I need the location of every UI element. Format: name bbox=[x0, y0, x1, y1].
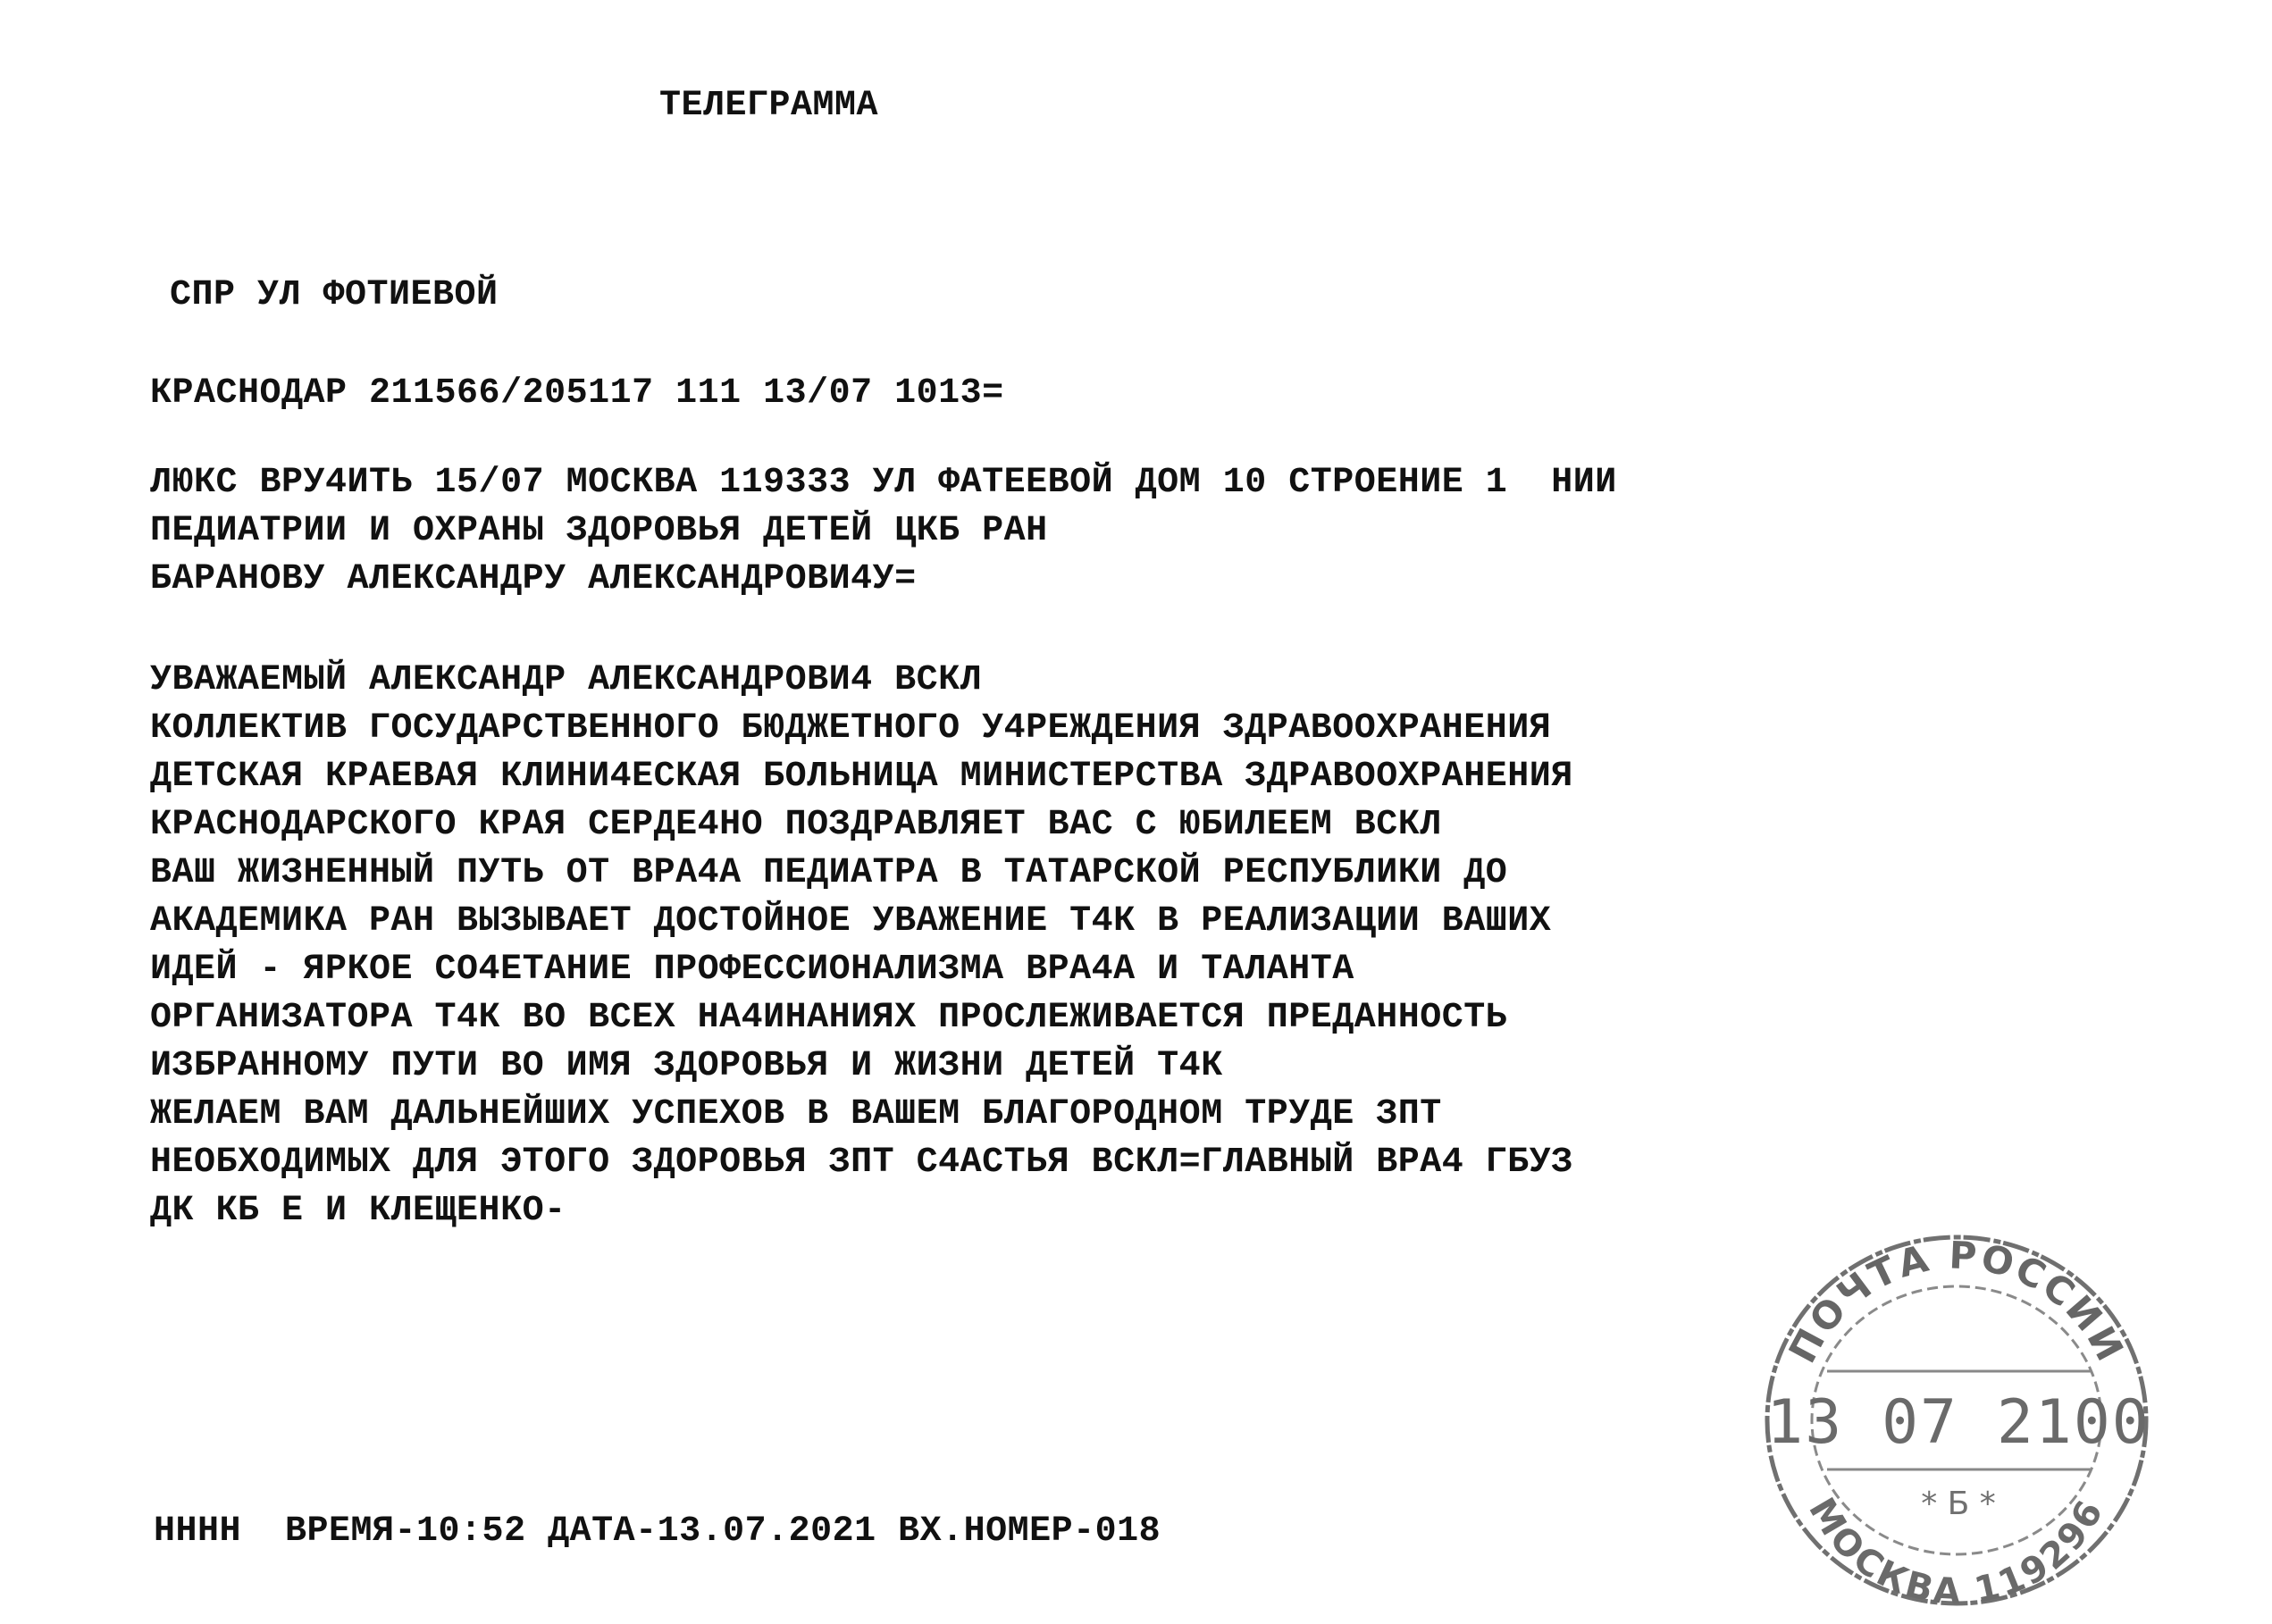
body-line: ИДЕЙ - ЯРКОЕ СО4ЕТАНИЕ ПРОФЕССИОНАЛИЗМА ВРА4А И ТАЛАНТА bbox=[150, 950, 1354, 990]
body-line: АКАДЕМИКА РАН ВЫЗЫВАЕТ ДОСТОЙНОЕ УВАЖЕНИЕ Т4К В РЕАЛИЗАЦИИ ВАШИХ bbox=[150, 901, 1552, 942]
destination-line: ЛЮКС ВРУ4ИТЬ 15/07 МОСКВА 119333 УЛ ФАТЕЕВОЙ ДОМ 10 СТРОЕНИЕ 1 НИИ bbox=[150, 463, 1617, 503]
destination-line: БАРАНОВУ АЛЕКСАНДРУ АЛЕКСАНДРОВИ4У= bbox=[150, 559, 917, 599]
body-line: ЖЕЛАЕМ ВАМ ДАЛЬНЕЙШИХ УСПЕХОВ В ВАШЕМ БЛАГОРОДНОМ ТРУДЕ ЗПТ bbox=[150, 1094, 1442, 1134]
telegram-title: ТЕЛЕГРАММА bbox=[659, 86, 879, 126]
body-line: ДЕТСКАЯ КРАЕВАЯ КЛИНИ4ЕСКАЯ БОЛЬНИЦА МИНИСТЕРСТВА ЗДРАВООХРАНЕНИЯ bbox=[150, 757, 1573, 797]
body-line: КРАСНОДАРСКОГО КРАЯ СЕРДЕ4НО ПОЗДРАВЛЯЕТ ВАС С ЮБИЛЕЕМ ВСКЛ bbox=[150, 805, 1442, 845]
body-line: ИЗБРАННОМУ ПУТИ ВО ИМЯ ЗДОРОВЬЯ И ЖИЗНИ ДЕТЕЙ Т4К bbox=[150, 1046, 1223, 1086]
service-line: СПР УЛ ФОТИЕВОЙ bbox=[170, 275, 499, 315]
body-line: КОЛЛЕКТИВ ГОСУДАРСТВЕННОГО БЮДЖЕТНОГО У4РЕЖДЕНИЯ ЗДРАВООХРАНЕНИЯ bbox=[150, 708, 1552, 749]
body-line: ВАШ ЖИЗНЕННЫЙ ПУТЬ ОТ ВРА4А ПЕДИАТРА В ТАТАРСКОЙ РЕСПУБЛИКИ ДО bbox=[150, 853, 1508, 893]
stamp-letter: * Б * bbox=[1921, 1486, 1996, 1522]
stamp-top-text: ПОЧТА РОССИИ bbox=[1780, 1233, 2134, 1370]
footer-line: НННН ВРЕМЯ-10:52 ДАТА-13.07.2021 ВХ.НОМЕР-018 bbox=[154, 1511, 1161, 1552]
stamp-bottom-text: МОСКВА 119296 bbox=[1800, 1491, 2113, 1612]
stamp-date: 13 07 2100 bbox=[1766, 1387, 2150, 1458]
destination-block bbox=[150, 459, 1617, 604]
body-line: УВАЖАЕМЫЙ АЛЕКСАНДР АЛЕКСАНДРОВИ4 ВСКЛ bbox=[150, 660, 983, 700]
message-body bbox=[150, 657, 1573, 1235]
destination-line: ПЕДИАТРИИ И ОХРАНЫ ЗДОРОВЬЯ ДЕТЕЙ ЦКБ РАН bbox=[150, 511, 1048, 551]
postal-stamp bbox=[1747, 1219, 2167, 1612]
body-line: НЕОБХОДИМЫХ ДЛЯ ЭТОГО ЗДОРОВЬЯ ЗПТ С4АСТЬЯ ВСКЛ=ГЛАВНЫЙ ВРА4 ГБУЗ bbox=[150, 1143, 1573, 1183]
body-line: ДК КБ Е И КЛЕЩЕНКО- bbox=[150, 1191, 566, 1231]
body-line: ОРГАНИЗАТОРА Т4К ВО ВСЕХ НА4ИНАНИЯХ ПРОСЛЕЖИВАЕТСЯ ПРЕДАННОСТЬ bbox=[150, 998, 1508, 1038]
route-line: КРАСНОДАР 211566/205117 111 13/07 1013= bbox=[150, 373, 1004, 414]
